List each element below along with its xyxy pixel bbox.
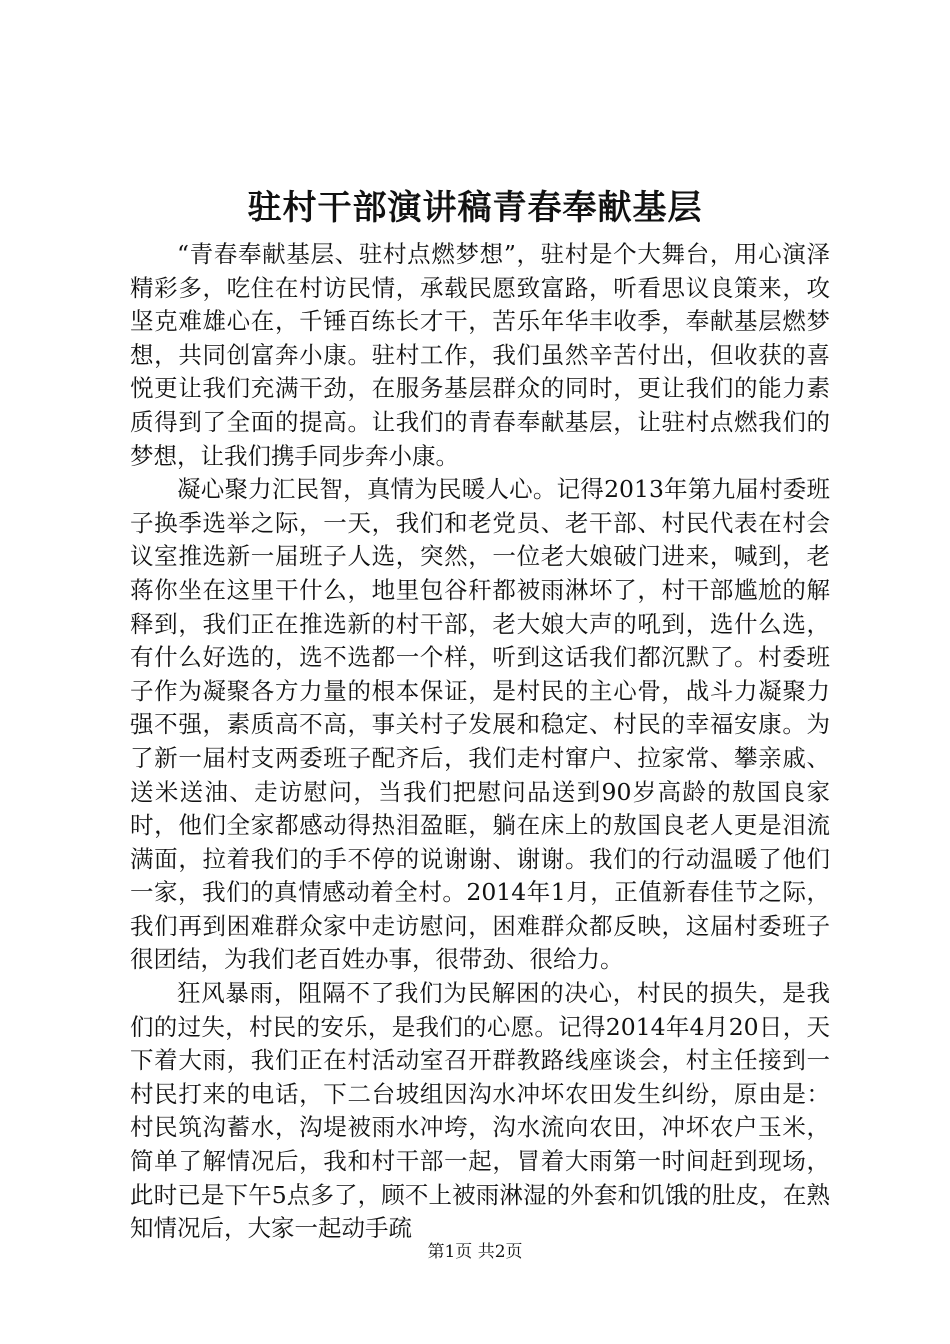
paragraph-3: 狂风暴雨，阻隔不了我们为民解困的决心，村民的损失，是我们的过失，村民的安乐，是我们的心愿。记得2014年4月20日，天下着大雨，我们正在村活动室召开群教路线座谈会，村主任接到一村民打来的电话，下二台坡组因沟水冲坏农田发生纠纷，原由是：村民筑沟蓄水，沟堤被雨水冲垮，沟水流向农田，冲坏农户玉米，简单了解情况后，我和村干部一起，冒着大雨第一时间赶到现场，此时已是下午5点多了，顾不上被雨淋湿的外套和饥饿的肚皮，在熟知情况后，大家一起动手疏	[130, 979, 830, 1243]
paragraph-2: 凝心聚力汇民智，真情为民暖人心。记得2013年第九届村委班子换季选举之际，一天，我们和老党员、老干部、村民代表在村会议室推选新一届班子人选，突然，一位老大娘破门进来，喊到，老蒋你坐在这里干什么，地里包谷秆都被雨淋坏了，村干部尴尬的解释到，我们正在推选新的村干部，老大娘大声的吼到，选什么选，有什么好选的，选不选都一个样，听到这话我们都沉默了。村委班子作为凝聚各方力量的根本保证，是村民的主心骨，战斗力凝聚力强不强，素质高不高，事关村子发展和稳定、村民的幸福安康。为了新一届村支两委班子配齐后，我们走村窜户、拉家常、攀亲戚、送米送油、走访慰问，当我们把慰问品送到90岁高龄的敖国良家时，他们全家都感动得热泪盈眶，躺在床上的敖国良老人更是泪流满面，拉着我们的手不停的说谢谢、谢谢。我们的行动温暖了他们一家，我们的真情感动着全村。2014年1月，正值新春佳节之际，我们再到困难群众家中走访慰问，困难群众都反映，这届村委班子很团结，为我们老百姓办事，很带劲、很给力。	[130, 475, 830, 974]
document-title: 驻村干部演讲稿青春奉献基层	[247, 188, 703, 228]
paragraph-1: “青春奉献基层、驻村点燃梦想”，驻村是个大舞台，用心演泽精彩多，吃住在村访民情，承载民愿致富路，听看思议良策来，攻坚克难雄心在，千锤百练长才干，苦乐年华丰收季，奉献基层燃梦想，共同创富奔小康。驻村工作，我们虽然辛苦付出，但收获的喜悦更让我们充满干劲，在服务基层群众的同时，更让我们的能力素质得到了全面的提高。让我们的青春奉献基层，让驻村点燃我们的梦想，让我们携手同步奔小康。	[130, 240, 830, 470]
document-body	[130, 238, 830, 1246]
page-footer: 第1页 共2页	[427, 1242, 523, 1262]
